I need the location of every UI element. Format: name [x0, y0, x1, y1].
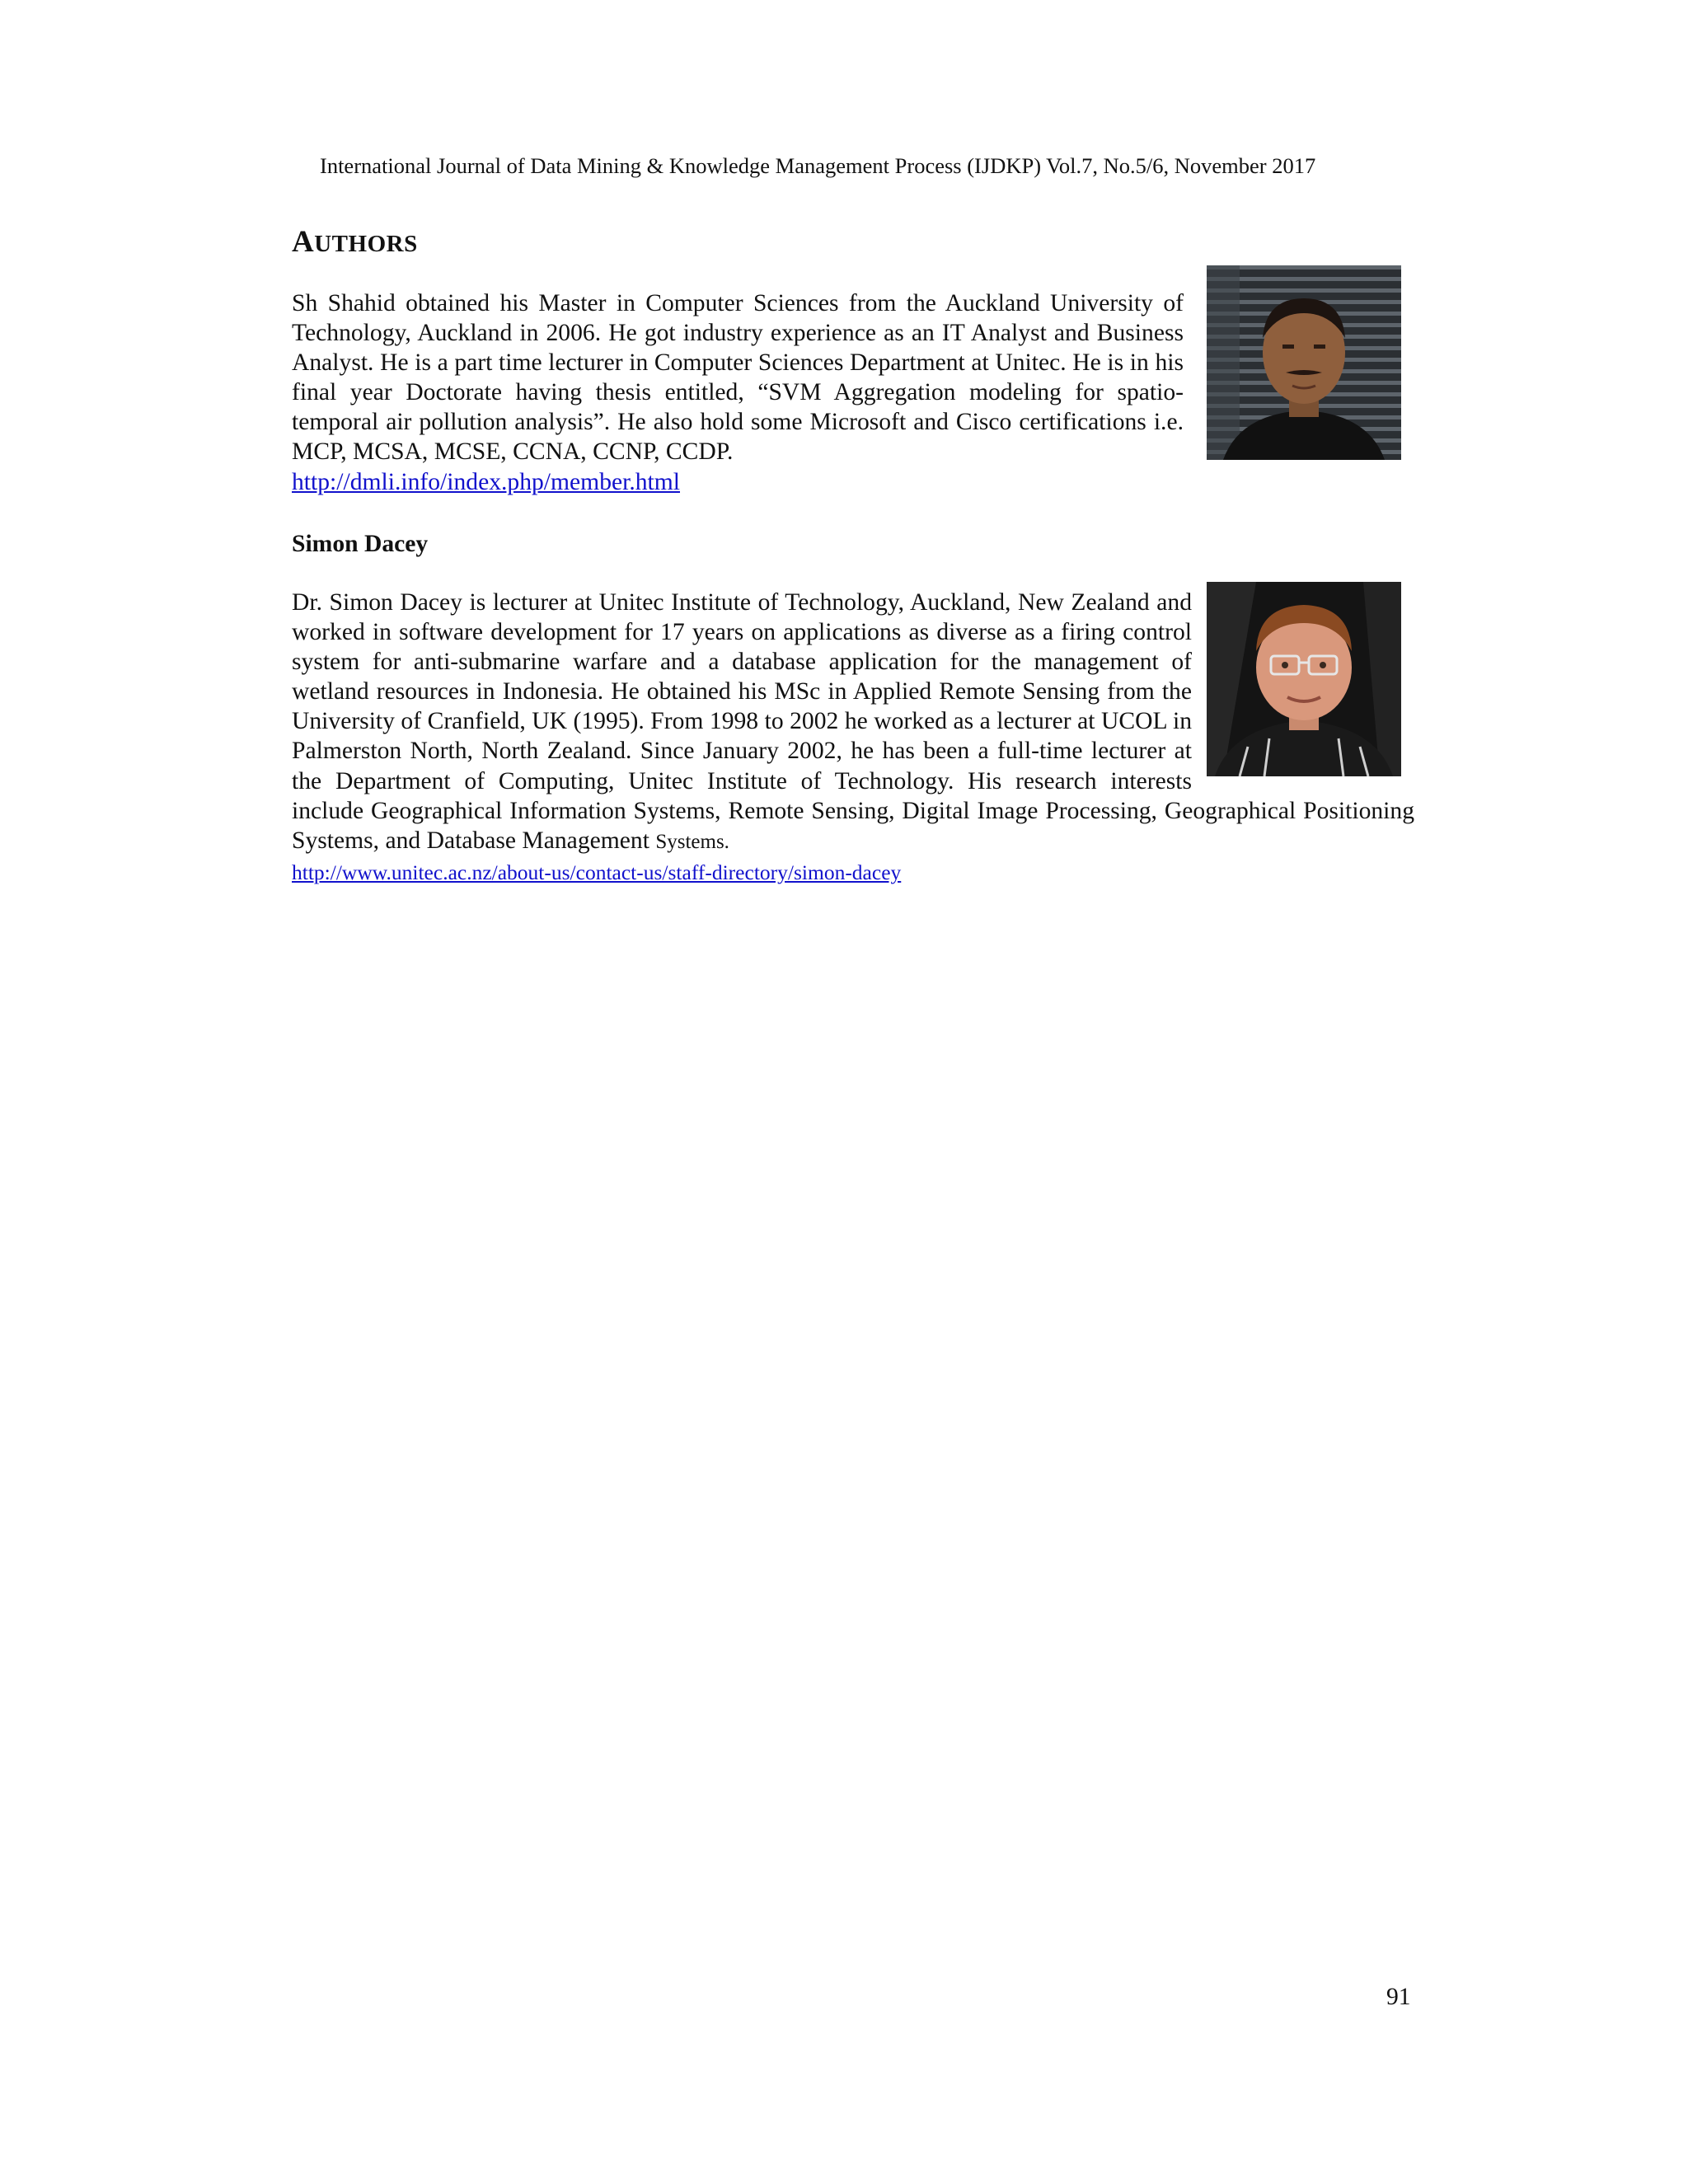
author-photo-shahid: [1207, 265, 1401, 460]
bio-text-body: Dr. Simon Dacey is lecturer at Unitec Institute of Technology, Auckland, New Zealand and worked in software development for 17 years on applications as diverse as a firing control system for anti-submarine warfare and a database application for the management of wetland resources in Indonesia. He obtained his MSc in Applied Remote Sensing from the University of Cranfield, UK (1995). From 1998 to 2002 he worked as a lecturer at UCOL in Palmerston North, North Zealand. Since January 2002, he has been a full-time lecturer at the Department of Computing, Unitec Institute of Technology. His research interests include Geographical Information Systems, Remote Sensing, Digital Image Processing, Geographical Positioning Systems, and Database Management: [292, 589, 1414, 854]
author-name-dacey: Simon Dacey: [292, 531, 429, 557]
bio-text: Sh Shahid obtained his Master in Computer Sciences from the Auckland University of Technology, Auckland in 2006. He got industry experience as an IT Analyst and Business Analyst. He is a part time lecturer in Computer Sciences Department at Unitec. He is in his final year Doctorate having thesis entitled, “SVM Aggregation modeling for spatio-temporal air pollution analysis”. He also hold some Microsoft and Cisco certifications i.e. MCP, MCSA, MCSE, CCNA, CCNP, CCDP.: [292, 290, 1184, 466]
author-bio-shahid: [292, 288, 1184, 497]
author-link-dacey[interactable]: http://www.unitec.ac.nz/about-us/contact-us/staff-directory/simon-dacey: [292, 860, 902, 884]
page-number: 91: [1386, 1984, 1411, 2010]
author-link-shahid[interactable]: http://dmli.info/index.php/member.html: [292, 468, 680, 495]
bio-text-last-word: Systems.: [655, 830, 729, 853]
heading-rest: UTHORS: [314, 231, 418, 257]
author-portrait-icon: [1207, 265, 1401, 460]
author-bio-dacey: [292, 588, 1414, 887]
running-header: International Journal of Data Mining & Knowledge Management Process (IJDKP) Vol.7, No.5/6, November 2017: [320, 153, 1316, 178]
photo-wrap-spacer: [1192, 588, 1414, 776]
section-heading-authors: [292, 224, 418, 262]
heading-initial: A: [292, 225, 315, 259]
